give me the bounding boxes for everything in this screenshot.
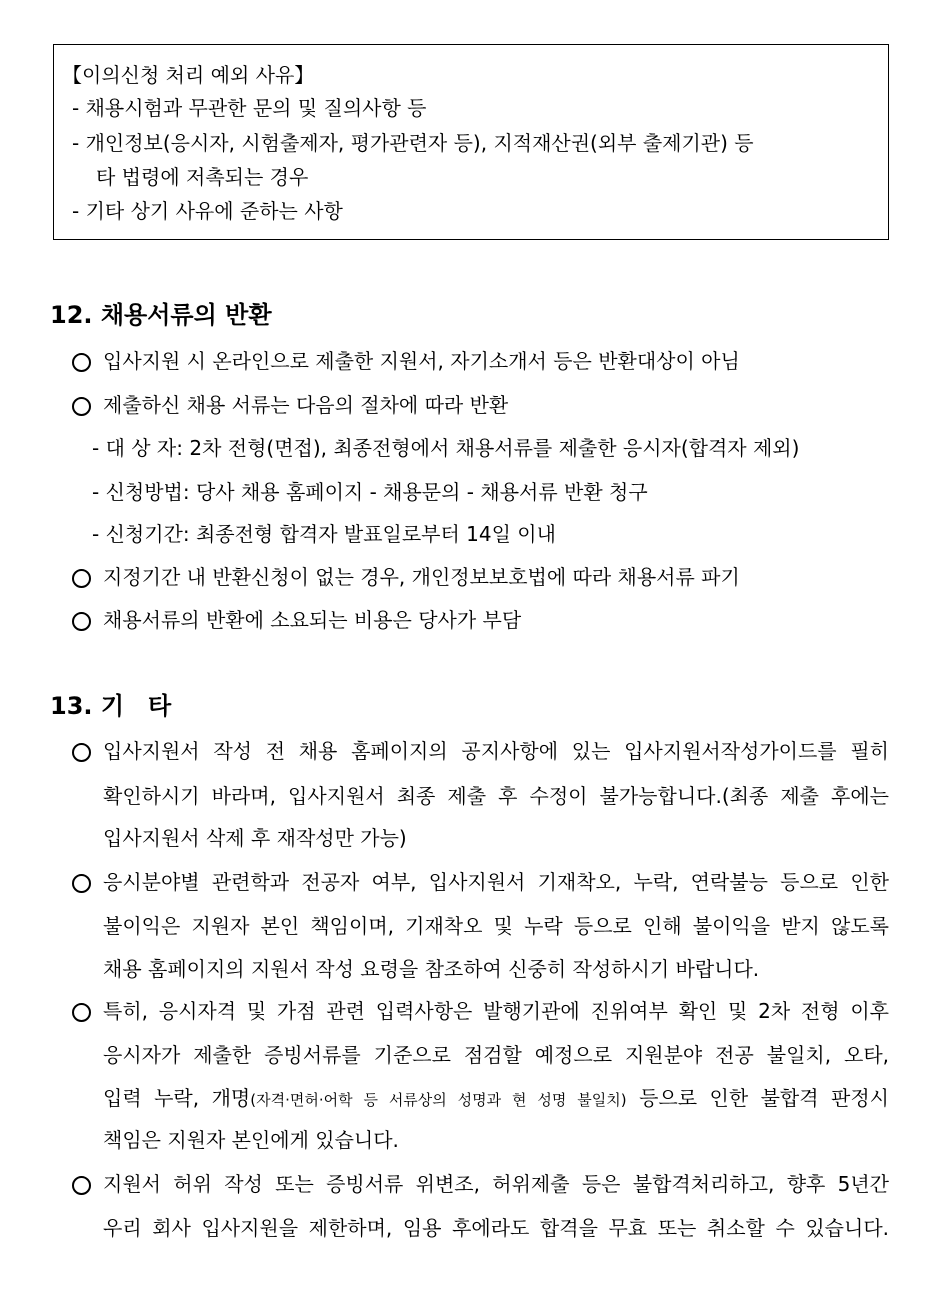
circle-bullet-icon [72,1176,91,1195]
circle-bullet-icon [72,569,91,588]
circle-bullet-icon [72,1003,91,1022]
circle-bullet-icon [72,397,91,416]
text-segment: 등으로 인한 불합격 판정시 [626,1086,890,1110]
section-13-text-line: 우리 회사 입사지원을 제한하며, 임용 후에라도 합격을 무효 또는 취소할 수 있습니다. [103,1216,889,1240]
section-13-text-line: 지원서 허위 작성 또는 증빙서류 위변조, 허위제출 등은 불합격처리하고, 향후 5년간 [103,1172,889,1196]
section-13-text-line: 응시자가 제출한 증빙서류를 기준으로 점검할 예정으로 지원분야 전공 불일치, 오타, [103,1043,889,1067]
section-12-subitem: - 신청방법: 당사 채용 홈페이지 - 채용문의 - 채용서류 반환 청구 [92,480,648,504]
text-segment: 입력 누락, 개명 [103,1086,251,1110]
exception-item: - 채용시험과 무관한 문의 및 질의사항 등 [72,96,427,120]
circle-bullet-icon [72,743,91,762]
section-13-text-line [103,1085,889,1113]
exception-item: - 기타 상기 사유에 준하는 사항 [72,199,343,223]
section-12-item: 입사지원 시 온라인으로 제출한 지원서, 자기소개서 등은 반환대상이 아님 [103,349,740,373]
small-note: (자격·면허·어학 등 서류상의 성명과 현 성명 불일치) [250,1091,627,1109]
section-13-text-line: 책임은 지원자 본인에게 있습니다. [103,1128,399,1152]
section-13-text-line: 입사지원서 작성 전 채용 홈페이지의 공지사항에 있는 입사지원서작성가이드를 필히 [103,739,889,763]
section-12-heading: 12. 채용서류의 반환 [50,301,272,329]
section-13-text-line: 불이익은 지원자 본인 책임이며, 기재착오 및 누락 등으로 인해 불이익을 받지 않도록 [103,914,889,938]
exception-item-continued: 타 법령에 저촉되는 경우 [96,165,309,189]
section-12-item: 채용서류의 반환에 소요되는 비용은 당사가 부담 [103,608,522,632]
section-13-text-line: 특히, 응시자격 및 가점 관련 입력사항은 발행기관에 진위여부 확인 및 2차 전형 이후 [103,999,889,1023]
section-13-text-line: 입사지원서 삭제 후 재작성만 가능) [103,826,407,850]
circle-bullet-icon [72,874,91,893]
section-12-item: 제출하신 채용 서류는 다음의 절차에 따라 반환 [103,393,509,417]
exception-item: - 개인정보(응시자, 시험출제자, 평가관련자 등), 지적재산권(외부 출제기관) 등 [72,131,754,155]
section-12-subitem: - 신청기간: 최종전형 합격자 발표일로부터 14일 이내 [92,522,556,546]
section-13-text-line: 확인하시기 바라며, 입사지원서 최종 제출 후 수정이 불가능합니다.(최종 제출 후에는 [103,784,889,808]
circle-bullet-icon [72,612,91,631]
section-12-item: 지정기간 내 반환신청이 없는 경우, 개인정보보호법에 따라 채용서류 파기 [103,565,740,589]
section-13-text-line: 채용 홈페이지의 지원서 작성 요령을 참조하여 신중히 작성하시기 바랍니다. [103,957,760,981]
exception-box-title: 【이의신청 처리 예외 사유】 [62,63,315,87]
section-13-text-line: 응시분야별 관련학과 전공자 여부, 입사지원서 기재착오, 누락, 연락불능 등으로 인한 [103,870,889,894]
section-13-heading: 13. 기 타 [50,692,172,720]
section-12-subitem: - 대 상 자: 2차 전형(면접), 최종전형에서 채용서류를 제출한 응시자(합격자 제외) [92,436,800,460]
circle-bullet-icon [72,353,91,372]
